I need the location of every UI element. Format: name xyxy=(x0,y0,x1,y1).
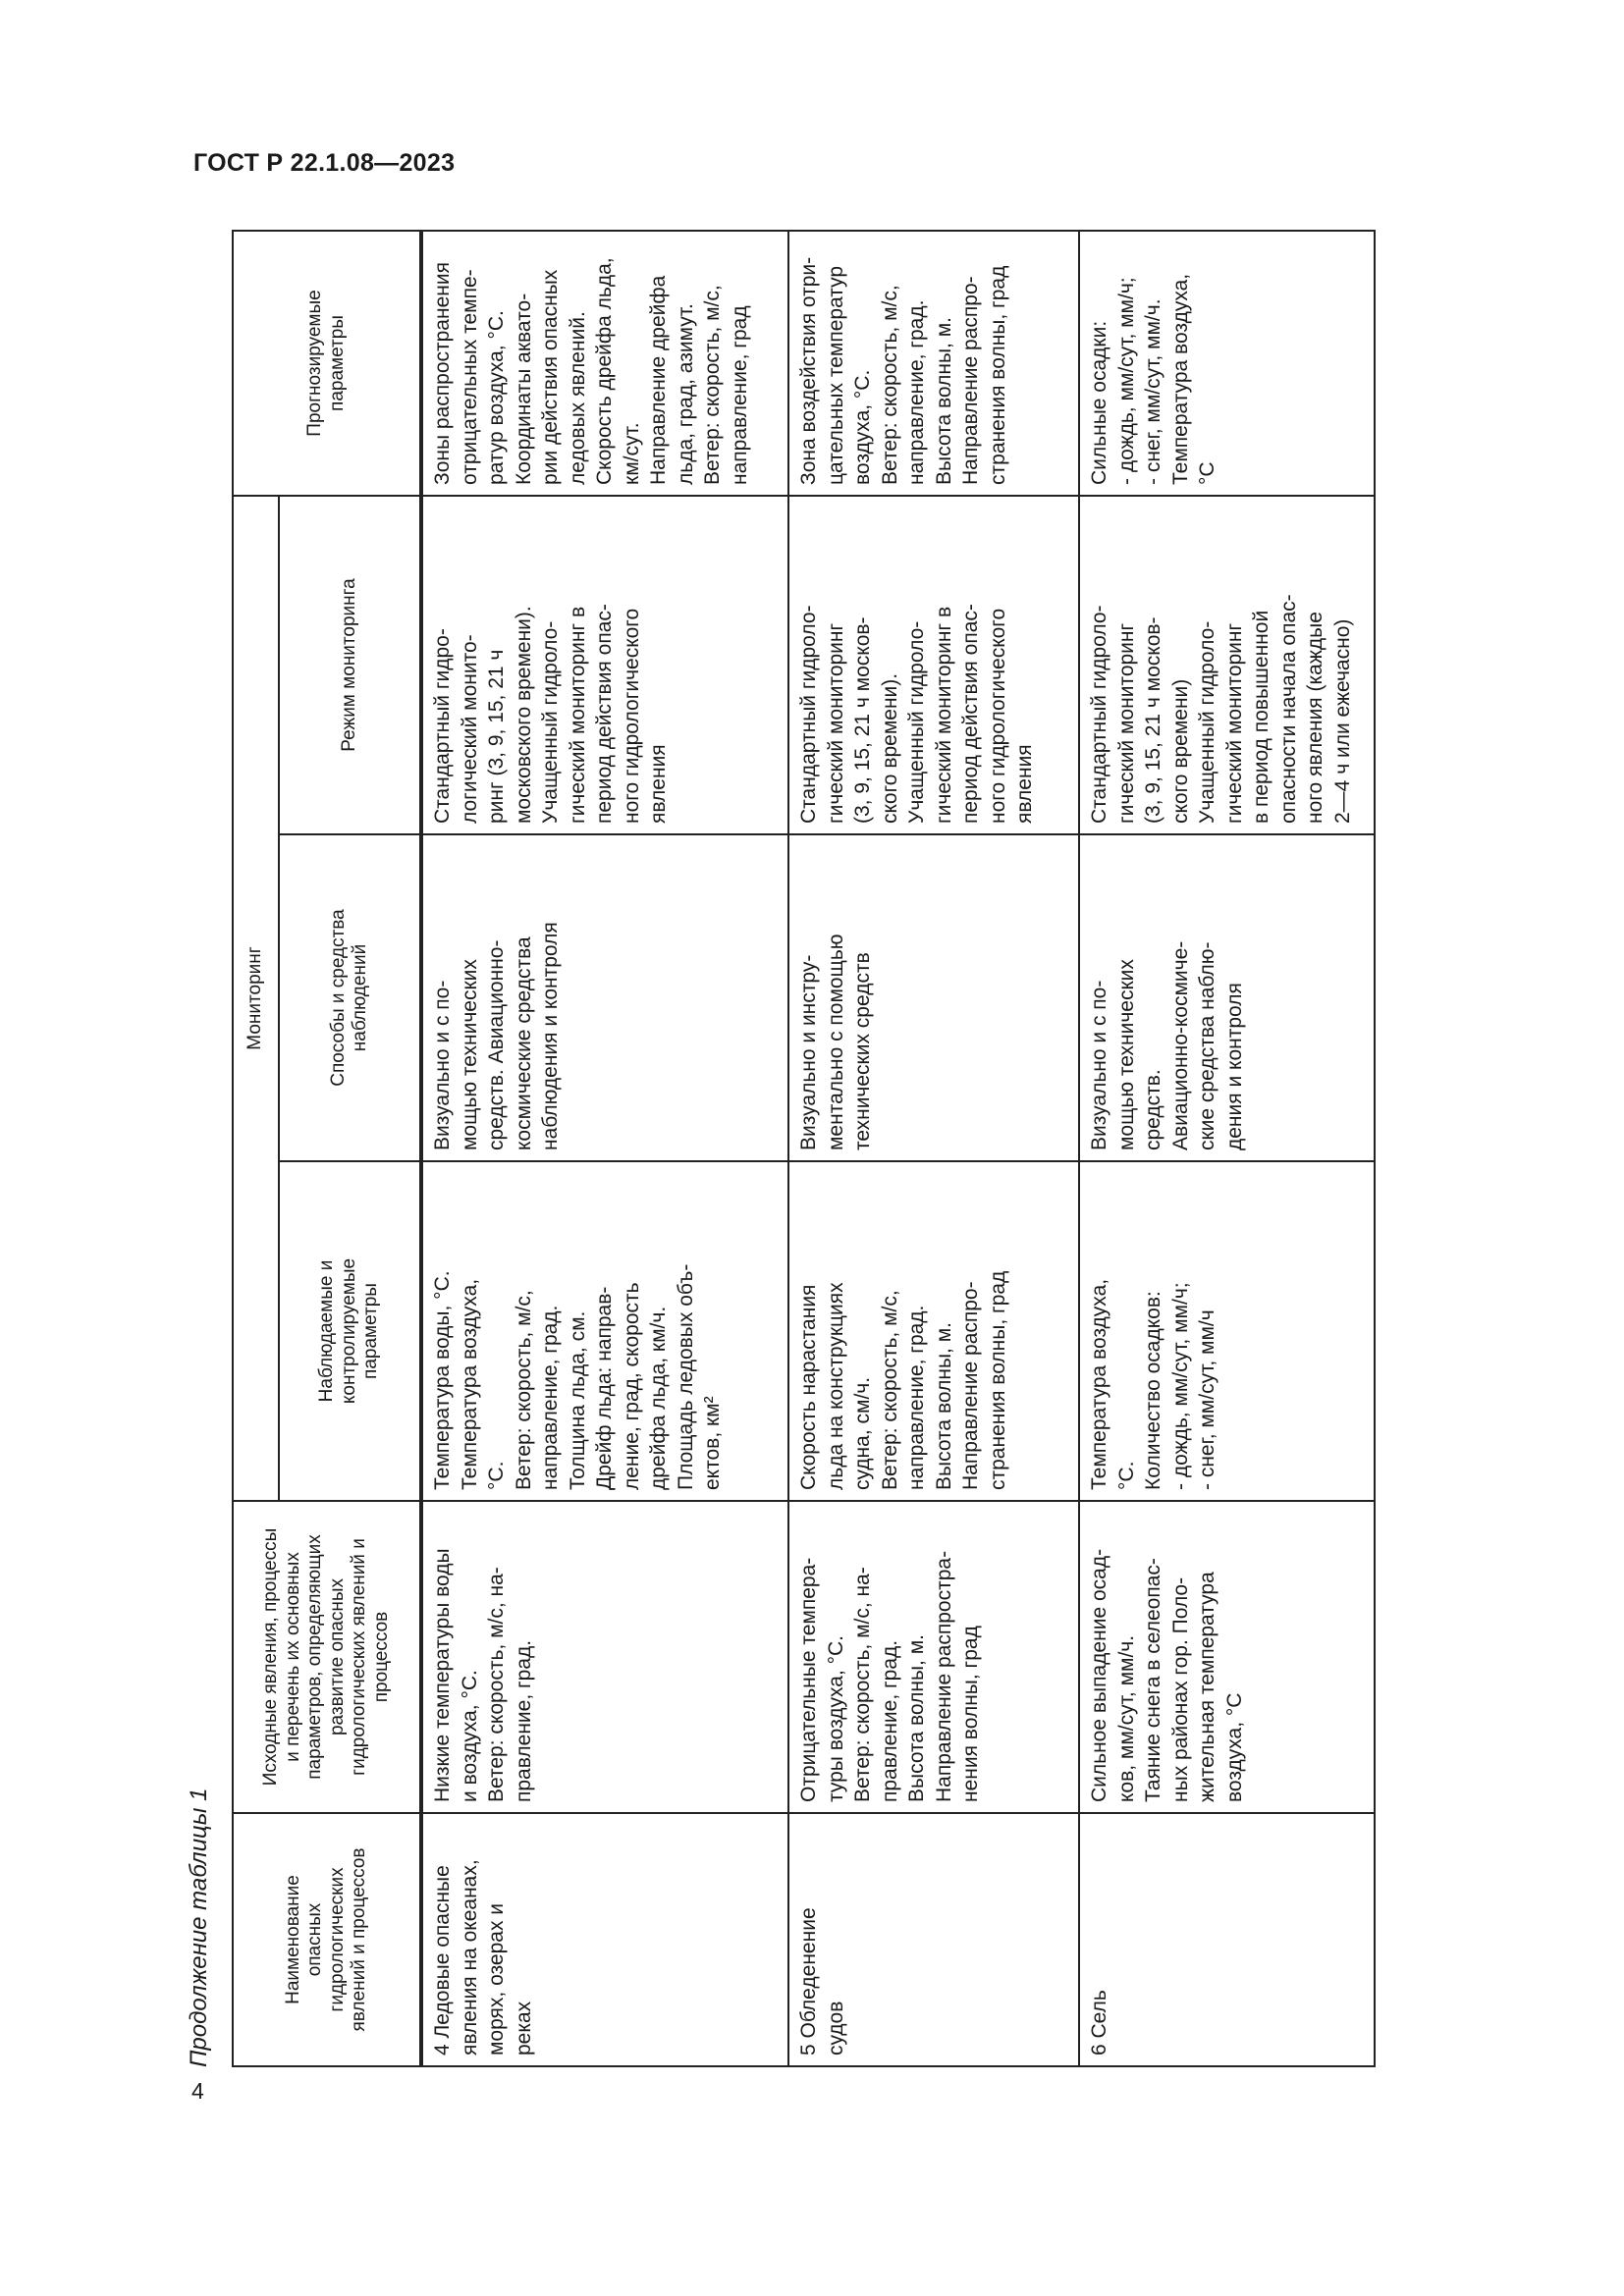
header-name: Наименование опасных гидрологических явлений и процессов xyxy=(233,1813,420,2066)
cell-methods: Визуально и с по- мощью технических средств. Авиационно-космиче- ские средства наблю- дения и контроля xyxy=(1079,834,1375,1161)
header-mode: Режим мониторинга xyxy=(279,496,420,834)
cell-mode: Стандартный гидро- логический монито- ринг (3, 9, 15, 21 ч московского времени). Учащенный гидроло- гический мониторинг в период действия опас- ного гидрологического явления xyxy=(422,496,788,834)
header-forecast: Прогнозируемые параметры xyxy=(233,231,420,496)
cell-source: Низкие температуры воды и воздуха, °С. Ветер: скорость, м/с, на- правление, град. xyxy=(422,1501,788,1813)
cell-methods: Визуально и инстру- ментально с помощью технических средств xyxy=(788,834,1079,1161)
header-methods: Способы и средства наблюдений xyxy=(279,834,420,1161)
table-row xyxy=(1079,231,1375,2066)
cell-forecast: Зоны распространения отрицательных темпе- ратур воздуха, °С. Координаты аквато- рии действия опасных ледовых явлений. Скорость дрейфа льда, км/сут. Направление дрейфа льда, град, азимут. Ветер: скорость, м/с, направление, град xyxy=(422,231,788,496)
rotated-table-container xyxy=(186,232,1376,2067)
cell-observed: Скорость нарастания льда на конструкциях судна, см/ч. Ветер: скорость, м/с, направление, град. Высота волны, м. Направление распро- странения волны, град xyxy=(788,1161,1079,1501)
page-number: 4 xyxy=(191,2078,204,2104)
cell-mode: Стандартный гидроло- гический мониторинг (3, 9, 15, 21 ч москов- ского времени). Учащенный гидроло- гический мониторинг в период действия опас- ного гидрологического явления xyxy=(788,496,1079,834)
cell-observed: Температура воды, °С. Температура воздуха, °С. Ветер: скорость, м/с, направление, град. Толщина льда, см. Дрейф льда: направ- ление, град, скорость дрейфа льда, км/ч. Площадь ледовых объ- ектов, км² xyxy=(422,1161,788,1501)
cell-source: Отрицательные темпера- туры воздуха, °С. Ветер: скорость, м/с, на- правление, град. Высота волны, м. Направление распростра- нения волны, град xyxy=(788,1501,1079,1813)
cell-name: 4 Ледовые опасные явления на океанах, морях, озерах и реках xyxy=(422,1813,788,2066)
cell-observed: Температура воздуха, °С. Количество осадков: - дождь, мм/сут, мм/ч; - снег, мм/сут, мм/ч xyxy=(1079,1161,1375,1501)
header-observed: Наблюдаемые и контролируемые параметры xyxy=(279,1161,420,1501)
cell-methods: Визуально и с по- мощью технических средств. Авиационно- космические средства наблюдения и контроля xyxy=(422,834,788,1161)
header-source: Исходные явления, процессы и перечень их основных параметров, определяющих развитие опасных гидрологических явлений и процессов xyxy=(233,1501,420,1813)
cell-mode: Стандартный гидроло- гический мониторинг (3, 9, 15, 21 ч москов- ского времени) Учащенный гидроло- гический мониторинг в период повышенной опасности начала опас- ного явления (каждые 2—4 ч или ежечасно) xyxy=(1079,496,1375,834)
document-code: ГОСТ Р 22.1.08—2023 xyxy=(193,149,456,177)
cell-name: 6 Сель xyxy=(1079,1813,1375,2066)
cell-name: 5 Обледенение судов xyxy=(788,1813,1079,2066)
cell-source: Сильное выпадение осад- ков, мм/сут, мм/ч. Таяние снега в селеопас- ных районах гор. Поло- жительная температура воздуха, °С xyxy=(1079,1501,1375,1813)
monitoring-table xyxy=(232,230,1376,2067)
header-monitoring: Мониторинг xyxy=(233,496,279,1501)
table-caption: Продолжение таблицы 1 xyxy=(186,1788,212,2067)
table-row xyxy=(422,231,788,2066)
cell-forecast: Сильные осадки: - дождь, мм/сут, мм/ч; - снег, мм/сут, мм/ч. Температура воздуха, °С xyxy=(1079,231,1375,496)
cell-forecast: Зона воздействия отри- цательных температур воздуха, °С. Ветер: скорость, м/с, направление, град. Высота волны, м. Направление распро- странения волны, град xyxy=(788,231,1079,496)
table-row xyxy=(788,231,1079,2066)
